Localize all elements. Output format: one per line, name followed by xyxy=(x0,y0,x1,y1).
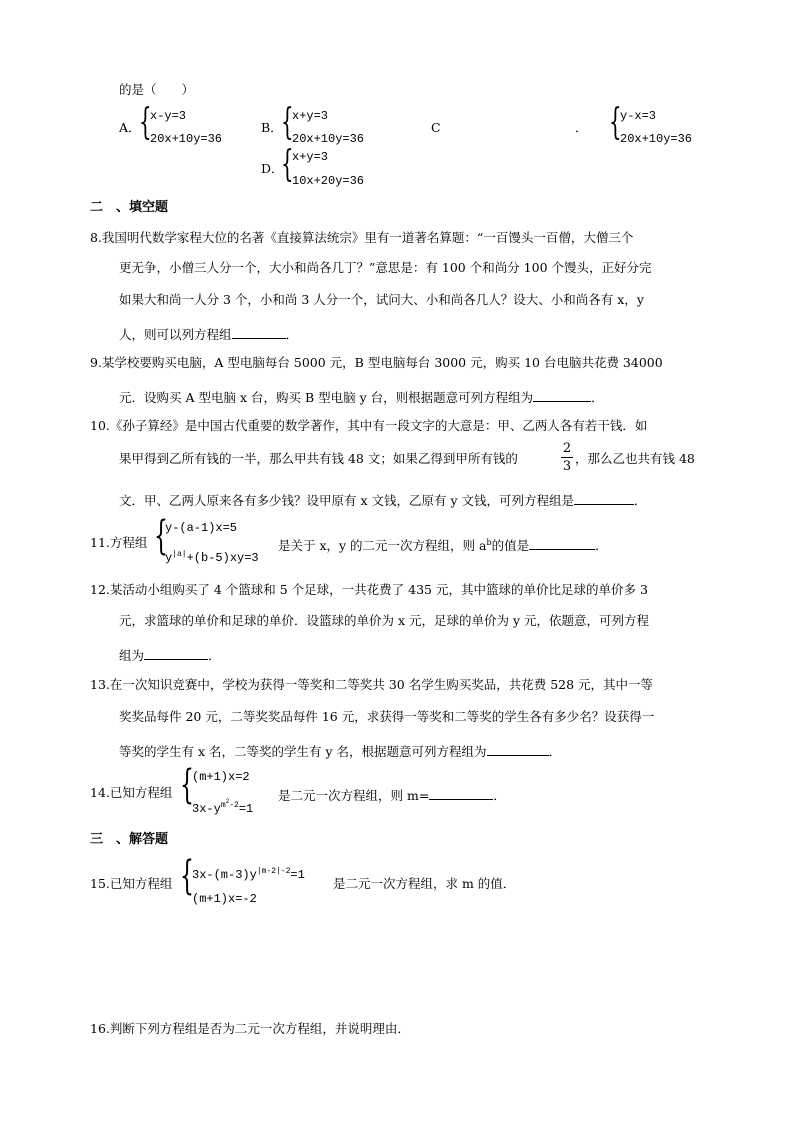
q13-line3: 等奖的学生有 x 名，二等奖的学生有 y 名，根据题意可列方程组为 ． xyxy=(119,744,562,759)
section-solve-heading: 三 、解答题 xyxy=(90,832,169,847)
q10-line2a: 果甲得到乙所有钱的一半，那么甲共有钱 48 文；如果乙得到甲所有钱的 xyxy=(119,451,518,466)
q10-fraction xyxy=(561,441,573,474)
q11-answer-blank[interactable] xyxy=(529,537,595,550)
option-a-eq2: 20x+10y=36 xyxy=(150,132,223,146)
q10-line2b: ，那么乙也共有钱 48 xyxy=(575,451,695,466)
q15-eq2: (m+1)x=-2 xyxy=(192,892,257,906)
option-a-label: A． xyxy=(119,120,141,135)
q8-line1: 8.我国明代数学家程大位的名著《直接算法统宗》里有一道著名算题：“一百馒头一百僧，大僧三个 xyxy=(90,230,634,245)
q14-eq2: $3x-y^{m^2-2}=1$ xyxy=(192,798,254,816)
q11-eq1: y-(a-1)x=5 xyxy=(165,521,238,535)
q10-answer-blank[interactable] xyxy=(574,492,634,505)
q15-eq1: $3x-(m-3)y^{|m-2|-2}=1$ xyxy=(192,867,305,882)
option-c-label: C xyxy=(431,120,441,135)
q14-brace: { xyxy=(180,762,194,808)
option-b-brace: { xyxy=(281,102,294,143)
q14-eq1: (m+1)x=2 xyxy=(192,770,250,784)
option-d-eq1: x+y=3 xyxy=(292,150,329,164)
q10-frac-den: 3 xyxy=(562,459,572,474)
option-a-brace: { xyxy=(139,102,152,143)
option-d-label: D． xyxy=(261,161,284,176)
q11-suffix: 是关于 x，y 的二元一次方程组，则 $a^b$的值是 ． xyxy=(278,538,608,553)
option-a-eq1: x-y=3 xyxy=(150,109,187,123)
q13-answer-blank[interactable] xyxy=(487,743,549,756)
option-b-label: B． xyxy=(261,120,283,135)
q12-line3: 组为 ． xyxy=(119,648,221,663)
option-b-eq1: x+y=3 xyxy=(292,109,329,123)
q15-suffix: 是二元一次方程组，求 m 的值． xyxy=(333,876,516,891)
option-c-dot: ． xyxy=(575,120,588,135)
q8-line2: 更无争，小僧三人分一个，大小和尚各几丁？”意思是：有 100 个和尚分 100 个馒头，正好分完 xyxy=(119,260,652,275)
q10-line3: 文．甲、乙两人原来各有多少钱？设甲原有 x 文钱，乙原有 y 文钱，可列方程组是 ． xyxy=(119,493,647,508)
q16-text: 16.判断下列方程组是否为二元一次方程组，并说明理由． xyxy=(90,1021,410,1036)
q14-prefix: 14.已知方程组 xyxy=(90,785,173,800)
q12-line1: 12.某活动小组购买了 4 个篮球和 5 个足球，一共花费了 435 元，其中篮球的单价比足球的单价多 3 xyxy=(90,582,648,597)
q15-prefix: 15.已知方程组 xyxy=(90,876,173,891)
option-c-brace: { xyxy=(609,102,622,143)
q11-brace: { xyxy=(154,513,168,559)
q13-line1: 13.在一次知识竞赛中，学校为获得一等奖和二等奖共 30 名学生购买奖品，共花费 528 元，其中一等 xyxy=(90,677,654,692)
option-b-eq2: 20x+10y=36 xyxy=(292,132,365,146)
q13-line2: 奖奖品每件 20 元，二等奖奖品每件 16 元，求获得一等奖和二等奖的学生各有多少名？设获得一 xyxy=(119,709,655,724)
option-c-eq2: 20x+10y=36 xyxy=(620,132,693,146)
q8-line4: 人，则可以列方程组 ． xyxy=(119,327,299,342)
q15-brace: { xyxy=(180,853,194,899)
q10-line1: 10.《孙子算经》是中国古代重要的数学著作，其中有一段文字的大意是：甲、乙两人各有若干钱．如 xyxy=(90,418,648,433)
option-d-eq2: 10x+20y=36 xyxy=(292,174,365,188)
q8-answer-blank[interactable] xyxy=(232,326,286,339)
q8-line3: 如果大和尚一人分 3 个，小和尚 3 人分一个，试问大、小和尚各几人？设大、小和尚各有 x，y xyxy=(119,292,644,307)
option-d-brace: { xyxy=(281,144,294,185)
intro-text: 的是（ ） xyxy=(119,82,195,97)
q9-answer-blank[interactable] xyxy=(533,389,591,402)
q12-line2: 元，求篮球的单价和足球的单价．设篮球的单价为 x 元，足球的单价为 y 元，依题意，可列方程 xyxy=(119,613,650,628)
q12-answer-blank[interactable] xyxy=(144,647,208,660)
q11-prefix: 11.方程组 xyxy=(90,535,148,550)
q10-frac-num: 2 xyxy=(562,441,572,456)
q9-line2: 元．设购买 A 型电脑 x 台，购买 B 型电脑 y 台，则根据题意可列方程组为 ． xyxy=(119,390,604,405)
option-c-eq1: y-x=3 xyxy=(620,109,657,123)
q14-answer-blank[interactable] xyxy=(429,787,493,800)
section-fill-heading: 二 、填空题 xyxy=(90,200,169,215)
q14-suffix: 是二元一次方程组，则 m= ． xyxy=(278,788,506,803)
q11-eq2: $y^{|a|}+(b-5)xy=3$ xyxy=(165,550,259,565)
q9-line1: 9.某学校要购买电脑，A 型电脑每台 5000 元，B 型电脑每台 3000 元，购买 10 台电脑共花费 34000 xyxy=(90,355,663,370)
